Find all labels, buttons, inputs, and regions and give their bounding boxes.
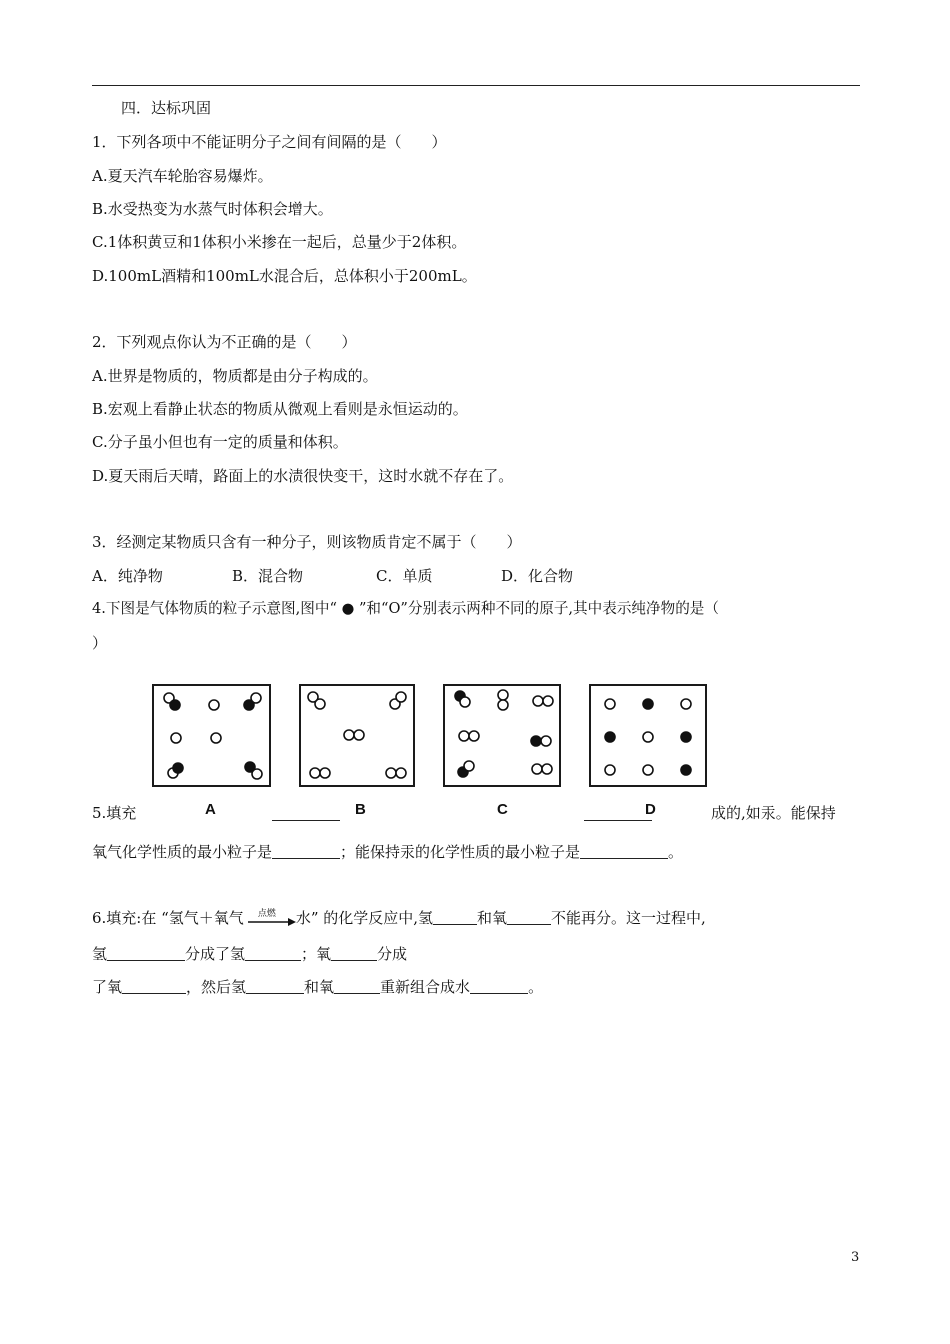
q6-line3 (92, 977, 543, 997)
q5-blank-2[interactable] (584, 806, 652, 821)
q5-suffix: 成的,如汞。能保持 (711, 804, 836, 822)
q6-text-1: 6.填充:在 “氢气＋氧气 (92, 909, 244, 927)
q2-option-b: B.宏观上看静止状态的物质从微观上看则是永恒运动的。 (92, 400, 468, 418)
q6-blank-1[interactable] (433, 910, 477, 925)
q5-line2-text-c: 。 (668, 843, 684, 861)
q5-line2-text-b: ；能保持汞的化学性质的最小粒子是 (340, 843, 581, 861)
q6-blank-8[interactable] (334, 979, 380, 994)
q6-text-8: 分成 (377, 945, 408, 963)
diagram-box-d (589, 684, 707, 787)
diagram-label-d: D (645, 801, 656, 818)
q3-stem: 3．经测定某物质只含有一种分子，则该物质肯定不属于（ ） (92, 533, 522, 551)
particles-c (445, 686, 558, 784)
q1-option-c: C.1体积黄豆和1体积小米掺在一起后，总量少于2体积。 (92, 233, 467, 251)
q6-blank-4[interactable] (245, 946, 301, 961)
q6-text-9: 了氧 (92, 978, 123, 996)
q3-option-c: C．单质 (376, 567, 433, 585)
q6-line2 (92, 944, 407, 964)
q2-option-a: A.世界是物质的，物质都是由分子构成的。 (92, 367, 378, 385)
q6-blank-6[interactable] (122, 979, 186, 994)
q6-text-4: 不能再分。这一过程中, (551, 909, 706, 927)
q3-option-b: B．混合物 (232, 567, 304, 585)
q5-prefix: 5.填充 (92, 804, 137, 822)
q6-text-6: 分成了氢 (185, 945, 246, 963)
q6-text-11: 和氧 (304, 978, 335, 996)
header-rule (92, 85, 860, 86)
diagram-label-c: C (497, 801, 508, 818)
reaction-arrow-icon (244, 907, 296, 927)
particles-b (301, 686, 412, 784)
q4-stem-line1: 4.下图是气体物质的粒子示意图,图中“ ● ”和“O”分别表示两种不同的原子,其中表示纯净物的是（ (92, 600, 719, 617)
q1-option-b: B.水受热变为水蒸气时体积会增大。 (92, 200, 333, 218)
arrow-label: 点燃 (257, 909, 276, 919)
q5-line2 (92, 842, 683, 862)
q6-text-13: 。 (528, 978, 544, 996)
q1-stem: 1．下列各项中不能证明分子之间有间隔的是（ ） (92, 133, 447, 151)
section-title: 四．达标巩固 (121, 99, 212, 117)
q6-blank-3[interactable] (107, 946, 185, 961)
q6-text-7: ；氧 (301, 945, 332, 963)
q4-stem-line2: ） (92, 634, 108, 652)
q3-option-a: A．纯净物 (92, 567, 163, 585)
q6-text-3: 和氧 (477, 909, 508, 927)
q5-blank-4[interactable] (580, 844, 668, 859)
diagram-box-b (299, 684, 415, 787)
q6-text-2: 水” 的化学反应中,氢 (295, 909, 434, 927)
q2-option-d: D.夏天雨后天晴，路面上的水渍很快变干，这时水就不存在了。 (92, 467, 514, 485)
q3-option-d: D．化合物 (501, 567, 574, 585)
q1-option-d: D.100mL酒精和100mL水混合后，总体积小于200mL。 (92, 267, 477, 285)
q2-stem: 2．下列观点你认为不正确的是（ ） (92, 333, 357, 351)
q6-text-10: ，然后氢 (186, 978, 247, 996)
diagram-box-c (443, 684, 561, 787)
diagram-box-a (152, 684, 271, 787)
q6-blank-5[interactable] (331, 946, 377, 961)
q6-blank-2[interactable] (507, 910, 551, 925)
q6-text-12: 重新组合成水 (380, 978, 471, 996)
q5-blank-3[interactable] (272, 844, 340, 859)
q5-blank-1[interactable] (272, 806, 340, 821)
diagram-label-b: B (355, 801, 366, 818)
q1-option-a: A.夏天汽车轮胎容易爆炸。 (92, 167, 273, 185)
page-number: 3 (851, 1250, 860, 1265)
q6-line1 (92, 907, 706, 928)
q6-blank-7[interactable] (246, 979, 304, 994)
particles-a (154, 686, 268, 784)
q6-text-5: 氢 (92, 945, 108, 963)
particles-d (591, 686, 704, 784)
diagram-label-a: A (205, 801, 216, 818)
q5-line2-text-a: 氧气化学性质的最小粒子是 (92, 843, 273, 861)
q6-blank-9[interactable] (470, 979, 528, 994)
q2-option-c: C.分子虽小但也有一定的质量和体积。 (92, 433, 348, 451)
